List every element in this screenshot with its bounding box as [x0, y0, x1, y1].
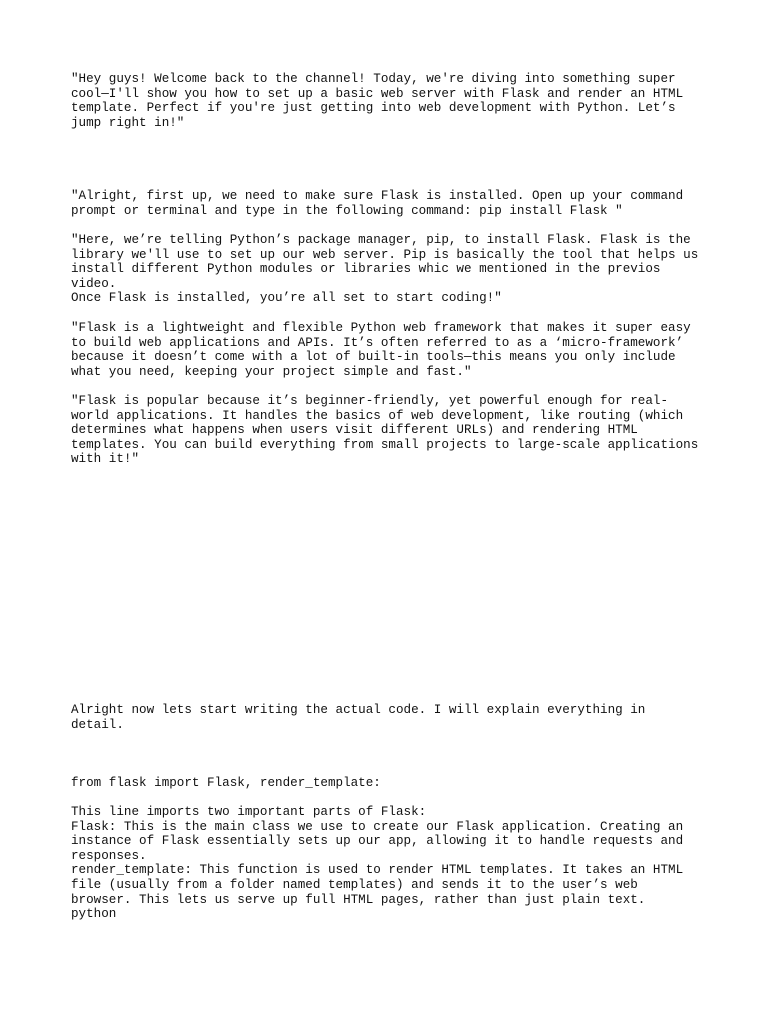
text-line: prompt or terminal and type in the following command: pip install Flask "	[71, 203, 623, 218]
text-line: because it doesn’t come with a lot of built-in tools—this means you only include	[71, 350, 676, 365]
text-line: what you need, keeping your project simple and fast."	[71, 364, 472, 379]
code-line: from flask import Flask, render_template:	[71, 776, 381, 790]
text-line: "Alright, first up, we need to make sure Flask is installed. Open up your command	[71, 189, 684, 203]
text-line: cool—I'll show you how to set up a basic web server with Flask and render an HTML	[71, 86, 684, 101]
text-line: library we'll use to set up our web server. Pip is basically the tool that helps us	[71, 247, 699, 262]
text-line: Once Flask is installed, you’re all set to start coding!"	[71, 291, 502, 306]
text-line: templates. You can build everything from small projects to large-scale applications	[71, 437, 699, 452]
text-line: world applications. It handles the basics of web development, like routing (which	[71, 408, 684, 423]
text-line: determines what happens when users visit different URLs) and rendering HTML	[71, 423, 638, 438]
text-line: instance of Flask essentially sets up our app, allowing it to handle requests and	[71, 834, 684, 849]
text-line: jump right in!"	[71, 115, 185, 130]
text-line: render_template: This function is used to render HTML templates. It takes an HTML	[71, 863, 684, 878]
text-line: "Flask is popular because it’s beginner-friendly, yet powerful enough for real-	[71, 394, 669, 408]
text-line: Flask: This is the main class we use to create our Flask application. Creating an	[71, 819, 684, 834]
text-line: to build web applications and APIs. It’s often referred to as a ‘micro-framework’	[71, 335, 684, 350]
text-line: "Hey guys! Welcome back to the channel! Today, we're diving into something super	[71, 72, 676, 86]
text-line: with it!"	[71, 452, 140, 467]
text-line: template. Perfect if you're just getting into web development with Python. Let’s	[71, 101, 676, 116]
text-line: install different Python modules or libraries whic we mentioned in the previos	[71, 262, 661, 277]
text-line: file (usually from a folder named templates) and sends it to the user’s web	[71, 878, 638, 892]
text-line: browser. This lets us serve up full HTML pages, rather than just plain text.	[71, 892, 646, 907]
text-line: Alright now lets start writing the actual code. I will explain everything in	[71, 703, 646, 717]
text-line: "Flask is a lightweight and flexible Python web framework that makes it super easy	[71, 321, 691, 335]
text-line: detail.	[71, 717, 124, 732]
text-line: python	[71, 907, 117, 922]
text-line: "Here, we’re telling Python’s package manager, pip, to install Flask. Flask is the	[71, 233, 691, 247]
text-line: This line imports two important parts of Flask:	[71, 805, 427, 819]
text-line: responses.	[71, 848, 147, 863]
text-line: video.	[71, 276, 117, 291]
